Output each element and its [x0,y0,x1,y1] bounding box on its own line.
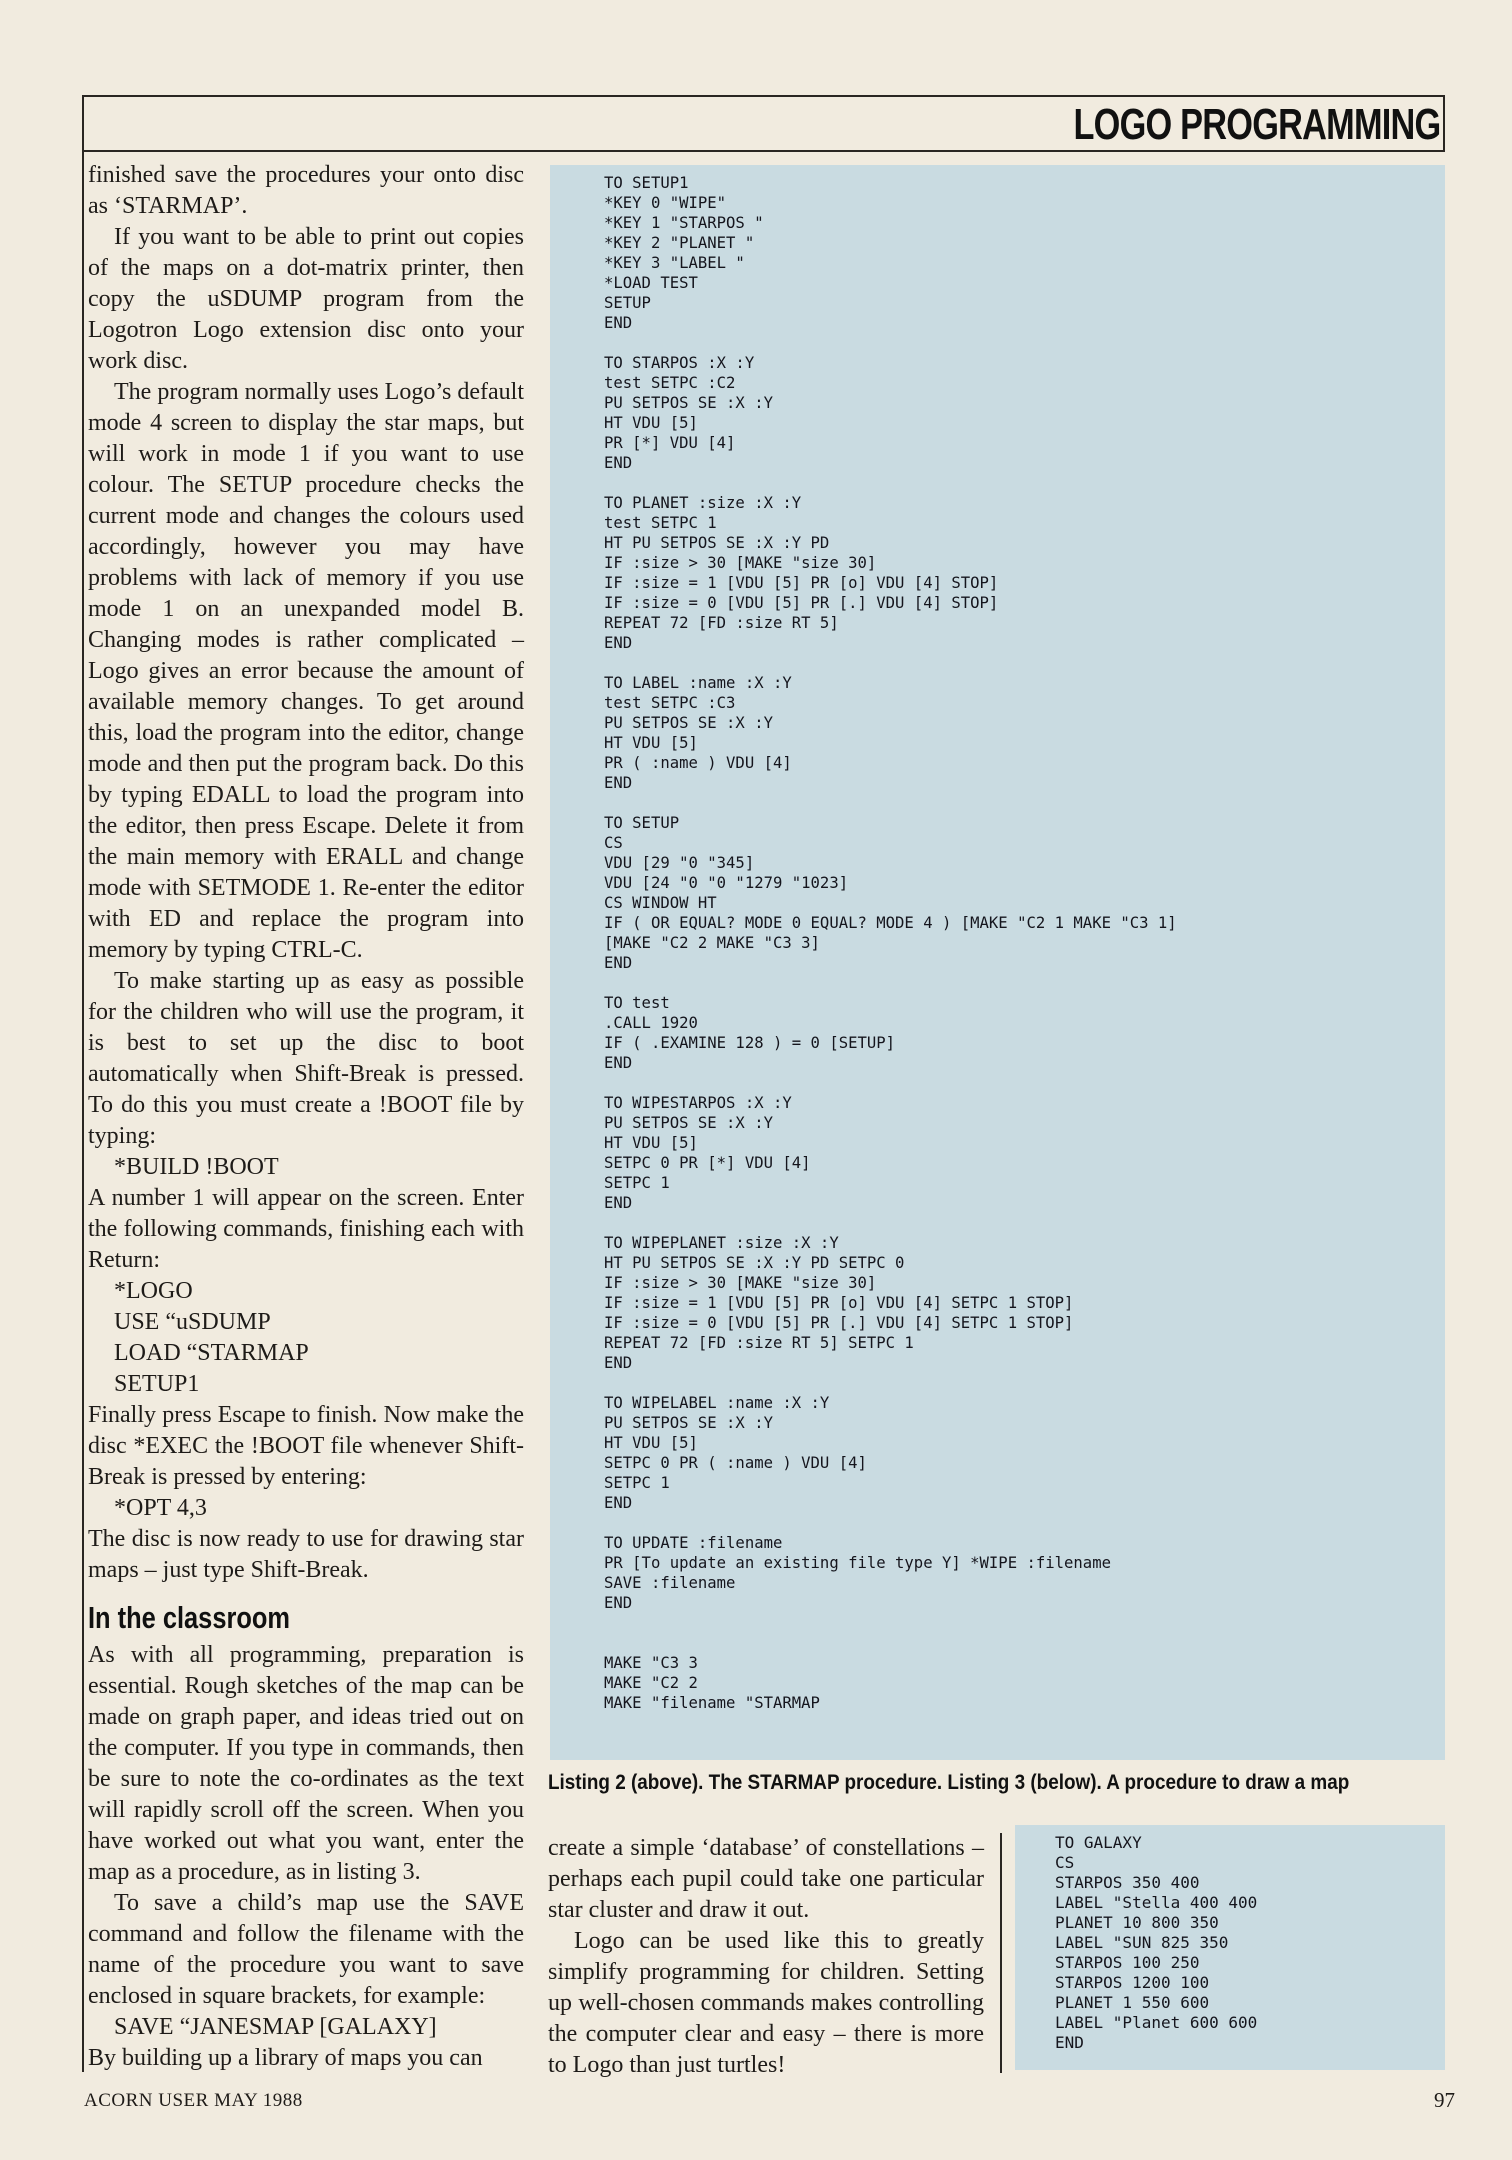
paragraph: To save a child’s map use the SAVE command and follow the filename with the name of the procedure you want to save enclosed in square brackets, for example: [88,1890,524,2009]
command-line: SETUP1 [114,1371,200,1397]
command-line: *LOGO [114,1278,193,1304]
section-title: LOGO PROGRAMMING [1073,100,1440,149]
left-column [88,160,524,2074]
page-number: 97 [1434,2088,1455,2112]
frame-right-rule [1443,95,1445,150]
paragraph: A number 1 will appear on the screen. Enter the following commands, finishing each with Return: [88,1185,524,1273]
paragraph: The disc is now ready to use for drawing star maps – just type Shift-Break. [88,1526,524,1583]
paragraph: Logo can be used like this to greatly simplify programming for children. Setting up well-chosen commands makes controlling the computer clear and easy – there is more to Logo than just turtles! [548,1928,984,2078]
listing-2-code: TO SETUP1 *KEY 0 "WIPE" *KEY 1 "STARPOS " *KEY 2 "PLANET " *KEY 3 "LABEL " *LOAD TEST SETUP END TO STARPOS :X :Y test SETPC :C2 PU SETPOS SE :X :Y HT VDU [5] PR [*] VDU [4] END TO PLANET :size :X :Y test SETPC 1 HT PU SETPOS SE :X :Y PD IF :size > 30 [MAKE "size 30] IF :size = 1 [VDU [5] PR [o] VDU [4] STOP] IF :size = 0 [VDU [5] PR [.] VDU [4] STOP] REPEAT 72 [FD :size RT 5] END TO LABEL :name :X :Y test SETPC :C3 PU SETPOS SE :X :Y HT VDU [5] PR ( :name ) VDU [4] END TO SETUP CS VDU [29 "0 "345] VDU [24 "0 "0 "1279 "1023] CS WINDOW HT IF ( OR EQUAL? MODE 0 EQUAL? MODE 4 ) [MAKE "C2 1 MAKE "C3 1] [MAKE "C2 2 MAKE "C3 3] END TO test .CALL 1920 IF ( .EXAMINE 128 ) = 0 [SETUP] END TO WIPESTARPOS :X :Y PU SETPOS SE :X :Y HT VDU [5] SETPC 0 PR [*] VDU [4] SETPC 1 END TO WIPEPLANET :size :X :Y HT PU SETPOS SE :X :Y PD SETPC 0 IF :size > 30 [MAKE "size 30] IF :size = 1 [VDU [5] PR [o] VDU [4] SETPC 1 STOP] IF :size = 0 [VDU [5] PR [.] VDU [4] SETPC 1 STOP] REPEAT 72 [FD :size RT 5] SETPC 1 END TO WIPELABEL :name :X :Y PU SETPOS SE :X :Y HT VDU [5] SETPC 0 PR ( :name ) VDU [4] SETPC 1 END TO UPDATE :filename PR [To update an existing file type Y] *WIPE :filename SAVE :filename END MAKE "C3 3 MAKE "C2 2 MAKE "filename "STARMAP [604,174,1177,1712]
paragraph: Finally press Escape to finish. Now make the disc *EXEC the !BOOT file whenever Shift-Break is pressed by entering: [88,1402,524,1490]
middle-column [548,1833,984,2081]
paragraph: If you want to be able to print out copies of the maps on a dot-matrix printer, then copy the uSDUMP program from the Logotron Logo extension disc onto your work disc. [88,224,524,374]
footer-publication: ACORN USER MAY 1988 [84,2090,303,2111]
listing-2-code-box [550,165,1445,1760]
command-line: *BUILD !BOOT [114,1154,279,1180]
paragraph: create a simple ‘database’ of constellations – perhaps each pupil could take one particular star cluster and draw it out. [548,1835,984,1923]
frame-left-rule [82,95,84,2072]
command-line: SAVE “JANESMAP [GALAXY] [114,2014,437,2040]
listing-3-code: TO GALAXY CS STARPOS 350 400 LABEL "Stella 400 400 PLANET 10 800 350 LABEL "SUN 825 350 STARPOS 100 250 STARPOS 1200 100 PLANET 1 550 600 LABEL "Planet 600 600 END [1055,1833,1258,2052]
command-line: LOAD “STARMAP [114,1340,309,1366]
command-line: USE “uSDUMP [114,1309,271,1335]
paragraph: As with all programming, preparation is essential. Rough sketches of the map can be made on graph paper, and ideas tried out on the computer. If you type in commands, then be sure to note the co-ordinates as the text will rapidly scroll off the screen. When you have worked out what you want, enter the map as a procedure, as in listing 3. [88,1642,524,1885]
paragraph: By building up a library of maps you can [88,2045,483,2071]
paragraph: finished save the procedures your onto disc as ‘STARMAP’. [88,162,524,219]
command-line: *OPT 4,3 [114,1495,207,1521]
listing-caption: Listing 2 (above). The STARMAP procedure. Listing 3 (below). A procedure to draw a map [548,1771,1350,1794]
column-rule [1000,1833,1002,2073]
paragraph: To make starting up as easy as possible for the children who will use the program, it is best to set up the disc to boot automatically when Shift-Break is pressed. To do this you must create a !BOOT file by typing: [88,968,524,1149]
paragraph: The program normally uses Logo’s default mode 4 screen to display the star maps, but will work in mode 1 if you want to use colour. The SETUP procedure checks the current mode and changes the colours used accordingly, however you may have problems with lack of memory if you use mode 1 on an unexpanded model B. Changing modes is rather complicated – Logo gives an error because the amount of available memory changes. To get around this, load the program into the editor, change mode and then put the program back. Do this by typing EDALL to load the program into the editor, then press Escape. Delete it from the main memory with ERALL and change mode with SETMODE 1. Re-enter the editor with ED and replace the program into memory by typing CTRL-C. [88,379,524,963]
listing-3-code-box [1015,1825,1445,2070]
subheading: In the classroom [88,1600,291,1635]
header-rule [82,150,1445,152]
frame-top-rule [82,95,1445,97]
